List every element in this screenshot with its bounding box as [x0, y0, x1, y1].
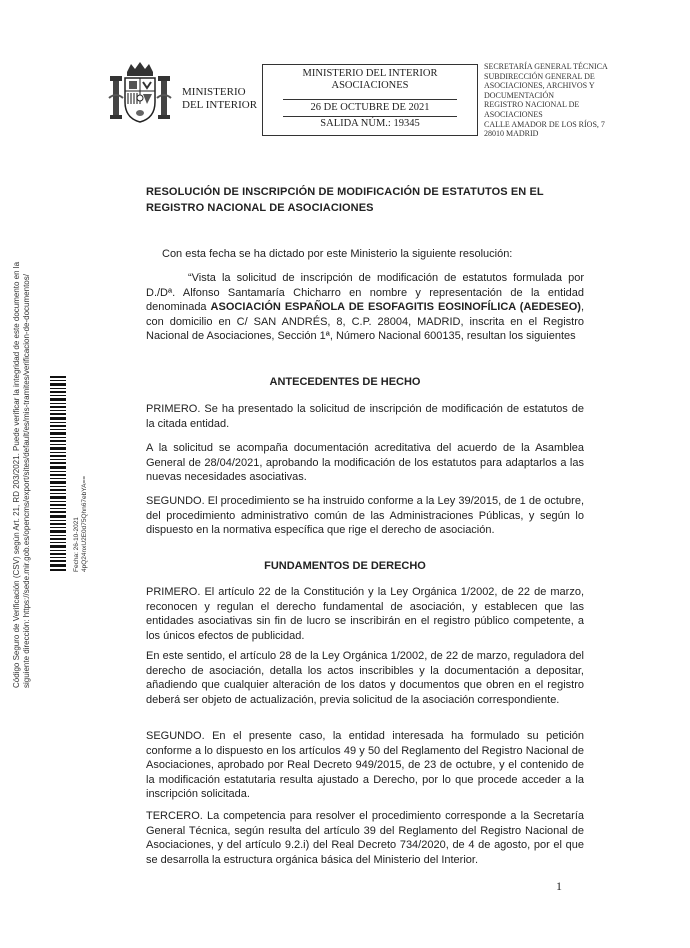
department-line: REGISTRO NACIONAL DE — [484, 100, 580, 110]
barcode-caption — [73, 376, 93, 572]
fundamentos-heading: FUNDAMENTOS DE DERECHO — [264, 560, 426, 572]
registry-stamp — [262, 64, 478, 136]
fundamentos-sentido: En este sentido, el artículo 28 de la Ley Orgánica 1/2002, de 22 de marzo, reguladora del derecho de asociación, detalla los actos inscribibles y la documentación a depositar, añadiendo que cualquier alteración de los datos y documentos que obren en el registro deberá ser objeto de actualización, previa solicitud de la asociación correspondiente. — [146, 650, 584, 706]
ministry-name-line2: DEL INTERIOR — [182, 99, 258, 111]
stamp-exit-number: SALIDA NÚM.: 19345 — [320, 118, 420, 129]
department-line: SECRETARÍA GENERAL TÉCNICA — [484, 62, 608, 71]
stamp-title-line2: ASOCIACIONES — [331, 80, 409, 91]
antecedentes-documentacion: A la solicitud se acompaña documentación acreditativa del acuerdo de la Asamblea General de 28/04/2021, aprobando la modificación de los estatutos para adaptarlos a las nuevas necesidades asociativas. — [146, 442, 584, 484]
barcode-icon — [50, 376, 66, 572]
department-line: DOCUMENTACIÓN — [484, 90, 555, 100]
quote-part1: “Vista la solicitud de inscripción de modificación de estatutos formulada por D./Dª. Alfonso Santamaría Chicharro en nombre y representación de la entidad denominada — [146, 272, 584, 314]
antecedentes-primero: PRIMERO. Se ha presentado la solicitud de inscripción de modificación de estatutos de la citada entidad. — [146, 403, 584, 430]
ministry-name-line1: MINISTERIO — [182, 86, 246, 98]
fundamentos-segundo: SEGUNDO. En el presente caso, la entidad interesada ha formulado su petición conforme a lo dispuesto en los artículos 49 y 50 del Reglamento del Registro Nacional de Asociaciones, aprobado por Real Decreto 949/2015, de 23 de octubre, y el contenido de la modificación estatutaria resulta ajustado a Derecho, por lo que procede acceder a la inscripción solicitada. — [146, 730, 584, 801]
department-line: 28010 MADRID — [484, 129, 539, 139]
intro-paragraph: Con esta fecha se ha dictado por este Ministerio la siguiente resolución: — [162, 248, 513, 260]
antecedentes-heading: ANTECEDENTES DE HECHO — [269, 376, 421, 388]
fundamentos-primero: PRIMERO. El artículo 22 de la Constitución y la Ley Orgánica 1/2002, de 22 de marzo, reconocen y regulan el derecho fundamental de asociación, y establecen que las entidades asociativas sin fin de lucro se inscribirán en el registro público competente, a los únicos efectos de publicidad. — [146, 586, 584, 642]
document-title: RESOLUCIÓN DE INSCRIPCIÓN DE MODIFICACIÓN DE ESTATUTOS EN EL REGISTRO NACIONAL DE ASOCIACIONES — [146, 186, 544, 214]
department-line: ASOCIACIONES — [484, 109, 543, 119]
entity-name: ASOCIACIÓN ESPAÑOLA DE ESOFAGITIS EOSINOFÍLICA (AEDESEO) — [210, 301, 581, 314]
stamp-date: 26 DE OCTUBRE DE 2021 — [283, 99, 457, 117]
stamp-title-line1: MINISTERIO DEL INTERIOR — [302, 68, 438, 79]
page-number: 1 — [556, 879, 562, 893]
csv-line1: Código Seguro de Verificación (CSV) según Art. 21, RD 203/2021. Puede verificar la integridad de este documento en la — [12, 261, 21, 688]
quote-part2: , con domicilio en C/ SAN ANDRÉS, 8, C.P. 28004, MADRID, inscrita en el Registro Nacional de Asociaciones, Sección 1ª, Número Nacional 600135, resultan los siguientes — [146, 301, 584, 343]
department-line: SUBDIRECCIÓN GENERAL DE — [484, 71, 595, 81]
department-line: ASOCIACIONES, ARCHIVOS Y — [484, 81, 595, 91]
csv-line2: siguiente dirección: https://sede.mir.gob.es/opencms/export/sites/default/es/mis-tramites/verificacion-de-documentos/ — [22, 274, 31, 688]
antecedentes-segundo: SEGUNDO. El procedimiento se ha instruido conforme a la Ley 39/2015, de 1 de octubre, del procedimiento administrativo común de las Administraciones Públicas, y según lo dispuesto en la normativa específica que rige el derecho de asociación. — [146, 495, 584, 537]
department-address — [484, 62, 644, 139]
barcode-code: 4pQ24nxU2E0d75Qhn67ebYA== — [81, 475, 88, 572]
barcode-date: Fecha: 26-10-2021 — [73, 517, 80, 572]
ministry-name — [182, 86, 257, 112]
fundamentos-tercero: TERCERO. La competencia para resolver el procedimiento corresponde a la Secretaría General Técnica, según resulta del artículo 39 del Reglamento del Registro Nacional de Asociaciones, y del artículo 9.2.i) del Real Decreto 734/2020, de 4 de agosto, por el que se desarrolla la estructura orgánica básica del Ministerio del Interior. — [146, 810, 584, 866]
department-line: CALLE AMADOR DE LOS RÍOS, 7 — [484, 119, 605, 129]
coat-of-arms-icon — [105, 58, 175, 128]
quote-paragraph — [146, 271, 584, 344]
